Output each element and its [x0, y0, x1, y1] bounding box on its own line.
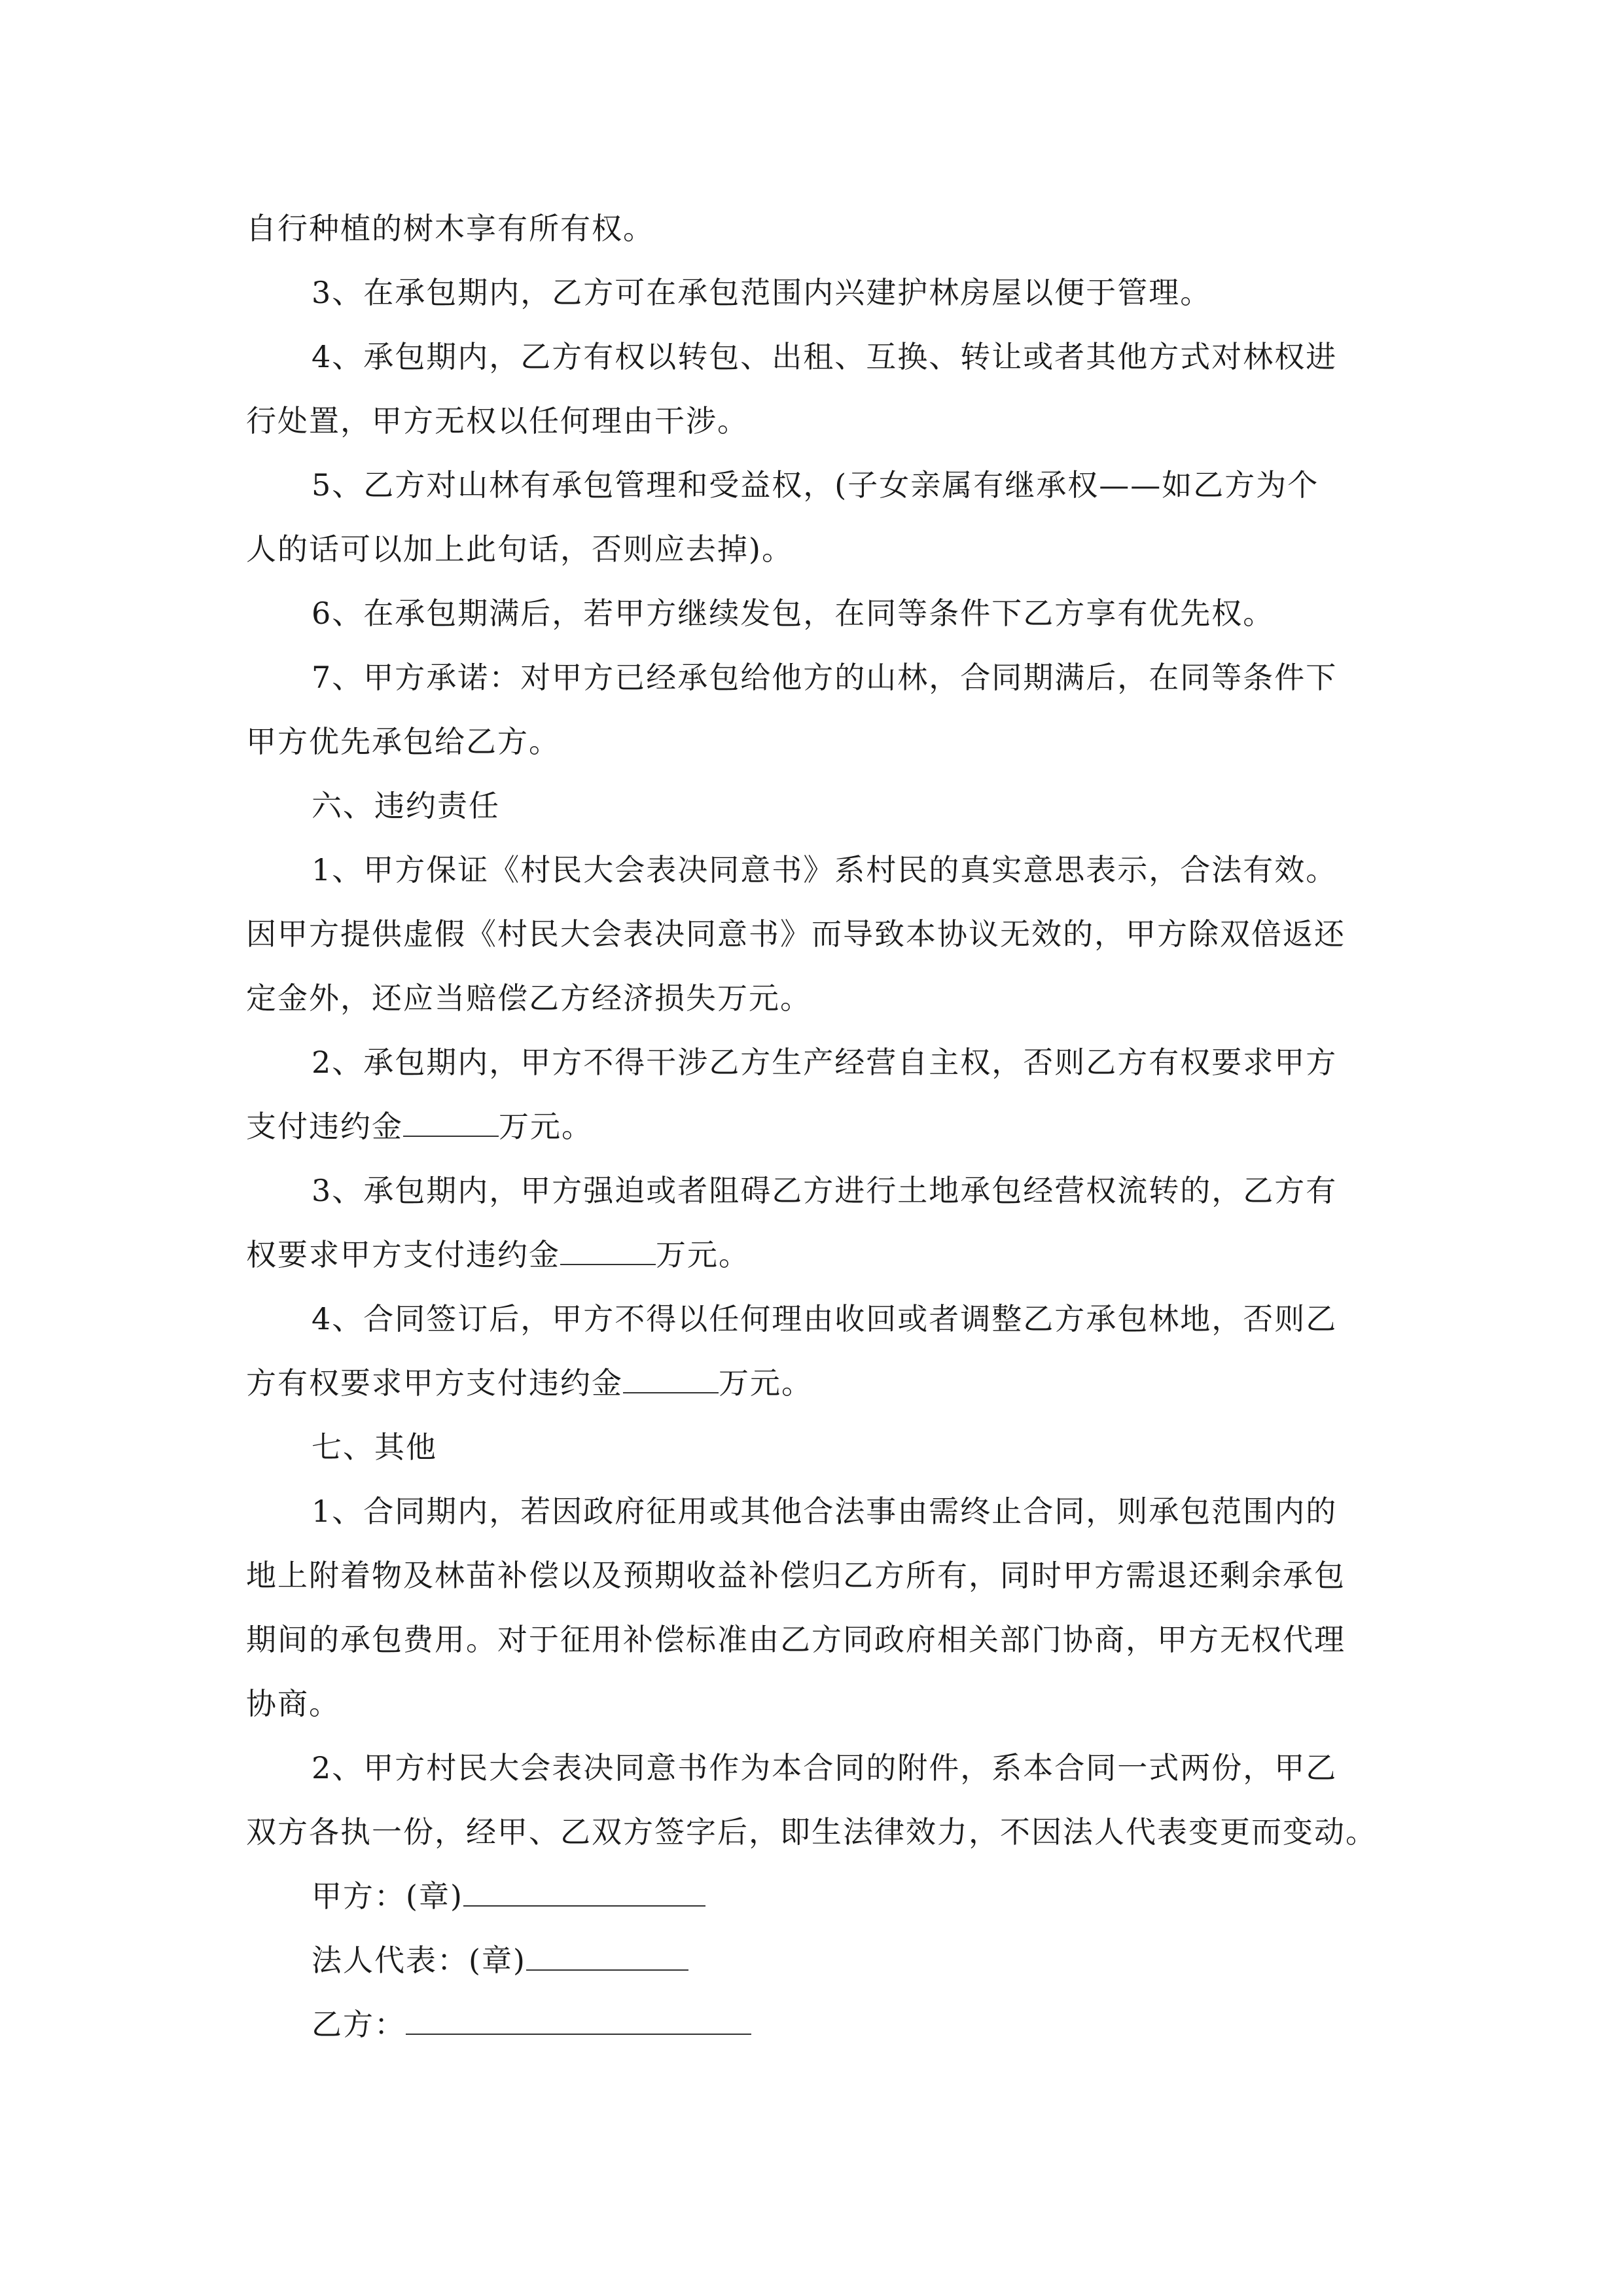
clause-paragraph [246, 581, 1378, 645]
text-line: 7、甲方承诺：对甲方已经承包给他方的山林，合同期满后，在同等条件下 [312, 660, 1338, 695]
clause-paragraph [246, 645, 1378, 774]
clauses-section [246, 196, 1378, 1030]
text-line: 行处置，甲方无权以任何理由干涉。 [246, 403, 749, 439]
clause-paragraph [246, 453, 1378, 581]
text-line: 4、承包期内，乙方有权以转包、出租、互换、转让或者其他方式对林权进 [312, 339, 1338, 374]
legal-rep-label: 法人代表：(章) [312, 1943, 526, 1978]
other-clause-1 [246, 1479, 1378, 1736]
party-a-signature-line[interactable] [463, 1879, 705, 1907]
other-clause-2 [246, 1736, 1378, 1864]
text-line: 定金外，还应当赔偿乙方经济损失万元。 [246, 980, 812, 1016]
text-line: 人的话可以加上此句话，否则应去掉)。 [246, 531, 793, 567]
party-b-signature-line[interactable] [406, 2007, 751, 2035]
text-line: 期间的承包费用。对于征用补偿标准由乙方同政府相关部门协商，甲方无权代理 [246, 1622, 1346, 1657]
text-fragment: 权要求甲方支付违约金 [246, 1237, 560, 1272]
text-line: 因甲方提供虚假《村民大会表决同意书》而导致本协议无效的，甲方除双倍返还 [246, 916, 1346, 952]
text-line [246, 1351, 1378, 1415]
text-line: 协商。 [246, 1686, 340, 1721]
text-line [246, 1094, 1378, 1158]
text-line: 地上附着物及林苗补偿以及预期收益补偿归乙方所有，同时甲方需退还剩余承包 [246, 1558, 1346, 1593]
contract-body [246, 196, 1378, 2056]
penalty-clause-3 [246, 1158, 1378, 1287]
party-b-label: 乙方： [312, 2007, 406, 2042]
text-fragment: 支付违约金 [246, 1109, 403, 1144]
heading-text: 七、其他 [312, 1429, 437, 1465]
clause-paragraph [246, 196, 1378, 260]
text-line: 自行种植的树木享有所有权。 [246, 211, 654, 246]
party-a-label: 甲方：(章) [312, 1878, 463, 1914]
text-line: 六、违约责任 [312, 788, 500, 823]
party-b-signature [246, 1992, 1378, 2056]
text-line: 甲方优先承包给乙方。 [246, 724, 560, 759]
text-line: 双方各执一份，经甲、乙双方签字后，即生法律效力，不因法人代表变更而变动。 [246, 1814, 1377, 1850]
text-line [246, 1223, 1378, 1287]
amount-blank[interactable] [403, 1109, 499, 1137]
clause-paragraph [246, 260, 1378, 325]
section-heading-other [246, 1415, 1378, 1479]
clause-paragraph [246, 325, 1378, 453]
text-line: 1、合同期内，若因政府征用或其他合法事由需终止合同，则承包范围内的 [312, 1494, 1338, 1529]
amount-blank[interactable] [560, 1238, 656, 1265]
legal-rep-signature-line[interactable] [526, 1943, 688, 1971]
text-fragment: 方有权要求甲方支付违约金 [246, 1365, 623, 1401]
clause-paragraph [246, 838, 1378, 1030]
text-line: 2、甲方村民大会表决同意书作为本合同的附件，系本合同一式两份，甲乙 [312, 1750, 1338, 1785]
legal-rep-signature [246, 1928, 1378, 1992]
text-line: 4、合同签订后，甲方不得以任何理由收回或者调整乙方承包林地，否则乙 [312, 1301, 1338, 1336]
text-line: 1、甲方保证《村民大会表决同意书》系村民的真实意思表示，合法有效。 [312, 852, 1338, 888]
text-fragment: 万元。 [719, 1365, 813, 1401]
text-line: 6、在承包期满后，若甲方继续发包，在同等条件下乙方享有优先权。 [312, 596, 1275, 631]
clause-paragraph [246, 774, 1378, 838]
text-fragment: 万元。 [656, 1237, 750, 1272]
amount-blank[interactable] [623, 1366, 719, 1393]
text-line: 2、承包期内，甲方不得干涉乙方生产经营自主权，否则乙方有权要求甲方 [312, 1045, 1338, 1080]
text-line: 3、在承包期内，乙方可在承包范围内兴建护林房屋以便于管理。 [312, 275, 1212, 310]
party-a-signature [246, 1864, 1378, 1928]
text-fragment: 万元。 [499, 1109, 593, 1144]
signature-block [246, 1864, 1378, 2056]
text-line: 3、承包期内，甲方强迫或者阻碍乙方进行土地承包经营权流转的，乙方有 [312, 1173, 1338, 1208]
penalty-clause-2 [246, 1030, 1378, 1158]
text-line: 5、乙方对山林有承包管理和受益权，(子女亲属有继承权——如乙方为个 [312, 467, 1319, 503]
penalty-clause-4 [246, 1287, 1378, 1415]
